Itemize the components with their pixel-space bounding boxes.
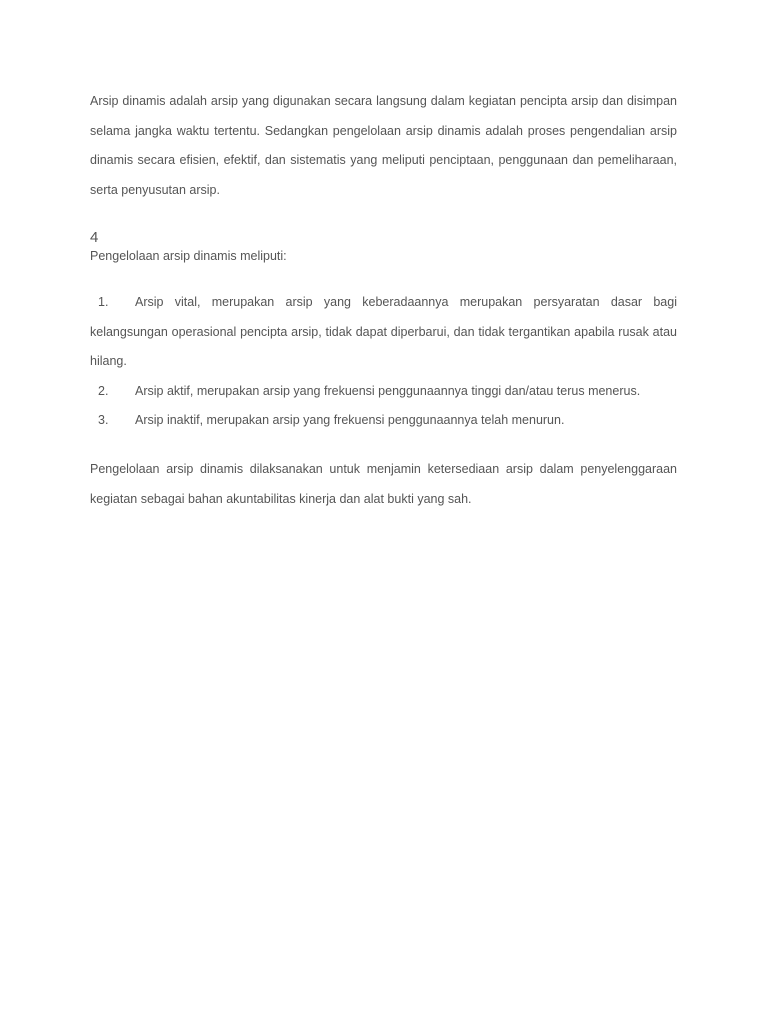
list-item-text: Arsip aktif, merupakan arsip yang frekuensi penggunaannya tinggi dan/atau terus menerus. bbox=[135, 383, 641, 398]
list-item bbox=[90, 406, 677, 436]
list-item-text: Arsip inaktif, merupakan arsip yang frekuensi penggunaannya telah menurun. bbox=[135, 413, 565, 427]
list-item bbox=[90, 377, 677, 407]
list-intro: Pengelolaan arsip dinamis meliputi: bbox=[90, 249, 287, 263]
paragraph-intro: Arsip dinamis adalah arsip yang digunakan secara langsung dalam kegiatan pencipta arsip dan disimpan selama jangka waktu tertentu. Sedangkan pengelolaan arsip dinamis adalah proses pengendalian arsip dinamis secara efisien, efektif, dan sistematis yang meliputi penciptaan, penggunaan dan pemeliharaan, serta penyusutan arsip. bbox=[90, 94, 677, 197]
page-number: 4 bbox=[90, 229, 99, 246]
list-item bbox=[90, 288, 677, 377]
list-item-number: 3. bbox=[98, 413, 109, 427]
archive-type-list bbox=[90, 288, 677, 436]
list-item-number: 2. bbox=[98, 383, 109, 398]
list-item-text: Arsip vital, merupakan arsip yang keberadaannya merupakan persyaratan dasar bagi kelangsungan operasional pencipta arsip, tidak dapat diperbarui, dan tidak tergantikan apabila rusak atau hilang. bbox=[90, 295, 677, 368]
paragraph-conclusion: Pengelolaan arsip dinamis dilaksanakan untuk menjamin ketersediaan arsip dalam penyelenggaraan kegiatan sebagai bahan akuntabilitas kinerja dan alat bukti yang sah. bbox=[90, 462, 677, 506]
list-item-number: 1. bbox=[98, 295, 109, 309]
